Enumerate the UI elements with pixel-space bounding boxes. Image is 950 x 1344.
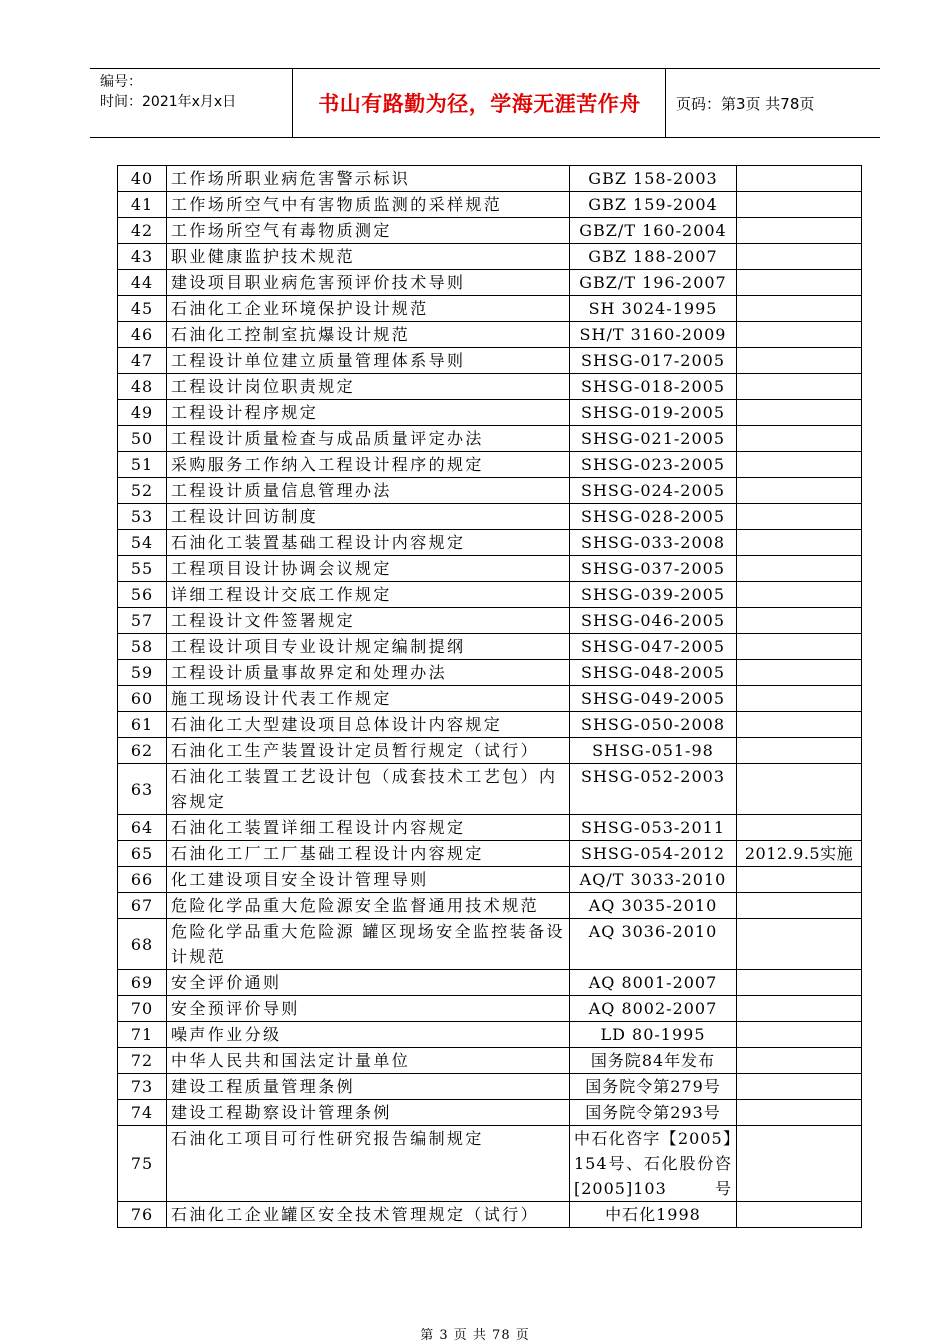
table-row xyxy=(118,1126,862,1202)
standard-name: 噪声作业分级 xyxy=(167,1022,570,1048)
table-row xyxy=(118,452,862,478)
standard-note xyxy=(737,348,862,374)
table-row xyxy=(118,556,862,582)
row-number: 43 xyxy=(118,244,167,270)
standard-code: SHSG-052-2003 xyxy=(570,764,737,815)
standard-note xyxy=(737,400,862,426)
row-number: 56 xyxy=(118,582,167,608)
standard-note xyxy=(737,815,862,841)
table-row xyxy=(118,764,862,815)
standard-note xyxy=(737,478,862,504)
table-row xyxy=(118,686,862,712)
standard-code: SHSG-021-2005 xyxy=(570,426,737,452)
standard-name: 化工建设项目安全设计管理导则 xyxy=(167,867,570,893)
standard-name: 工程设计质量信息管理办法 xyxy=(167,478,570,504)
row-number: 62 xyxy=(118,738,167,764)
table-row xyxy=(118,738,862,764)
standard-note: 2012.9.5实施 xyxy=(737,841,862,867)
table-row xyxy=(118,322,862,348)
standard-code: SHSG-017-2005 xyxy=(570,348,737,374)
row-number: 67 xyxy=(118,893,167,919)
standard-code: SHSG-053-2011 xyxy=(570,815,737,841)
page-header xyxy=(90,68,880,138)
table-row xyxy=(118,478,862,504)
standard-note xyxy=(737,452,862,478)
standard-note xyxy=(737,634,862,660)
standard-code: GBZ/T 196-2007 xyxy=(570,270,737,296)
standard-name: 危险化学品重大危险源 罐区现场安全监控装备设计规范 xyxy=(167,919,570,970)
header-page-info: 页码：第3页 共78页 xyxy=(676,94,815,113)
row-number: 72 xyxy=(118,1048,167,1074)
row-number: 51 xyxy=(118,452,167,478)
standard-code: SHSG-039-2005 xyxy=(570,582,737,608)
header-motto: 书山有路勤为径，学海无涯苦作舟 xyxy=(294,69,666,137)
table-row xyxy=(118,218,862,244)
standard-name: 工程设计程序规定 xyxy=(167,400,570,426)
standard-note xyxy=(737,296,862,322)
standard-code: SHSG-023-2005 xyxy=(570,452,737,478)
row-number: 45 xyxy=(118,296,167,322)
table-row xyxy=(118,608,862,634)
standards-table xyxy=(117,165,862,1228)
standard-name: 中华人民共和国法定计量单位 xyxy=(167,1048,570,1074)
standard-name: 工程项目设计协调会议规定 xyxy=(167,556,570,582)
standard-name: 采购服务工作纳入工程设计程序的规定 xyxy=(167,452,570,478)
standard-name: 工作场所空气有毒物质测定 xyxy=(167,218,570,244)
standard-code: SHSG-049-2005 xyxy=(570,686,737,712)
standard-code: GBZ 188-2007 xyxy=(570,244,737,270)
standard-name: 工程设计质量事故界定和处理办法 xyxy=(167,660,570,686)
standard-note xyxy=(737,919,862,970)
standard-note xyxy=(737,738,862,764)
table-row xyxy=(118,348,862,374)
standard-note xyxy=(737,1100,862,1126)
table-row xyxy=(118,1048,862,1074)
standard-code: SHSG-018-2005 xyxy=(570,374,737,400)
standard-code: SH 3024-1995 xyxy=(570,296,737,322)
table-row xyxy=(118,374,862,400)
table-row xyxy=(118,1022,862,1048)
row-number: 75 xyxy=(118,1126,167,1202)
table-row xyxy=(118,400,862,426)
standard-name: 工程设计文件签署规定 xyxy=(167,608,570,634)
standard-code: SHSG-028-2005 xyxy=(570,504,737,530)
standard-code: SHSG-047-2005 xyxy=(570,634,737,660)
standard-code: GBZ 159-2004 xyxy=(570,192,737,218)
standard-note xyxy=(737,192,862,218)
standard-name: 安全评价通则 xyxy=(167,970,570,996)
standard-name: 石油化工装置基础工程设计内容规定 xyxy=(167,530,570,556)
table-row xyxy=(118,1074,862,1100)
standard-code: GBZ 158-2003 xyxy=(570,166,737,192)
row-number: 44 xyxy=(118,270,167,296)
standard-name: 建设项目职业病危害预评价技术导则 xyxy=(167,270,570,296)
row-number: 73 xyxy=(118,1074,167,1100)
standard-code: 国务院令第279号 xyxy=(570,1074,737,1100)
standard-code: AQ 8001-2007 xyxy=(570,970,737,996)
row-number: 66 xyxy=(118,867,167,893)
standard-note xyxy=(737,270,862,296)
standard-code: 中石化咨字【2005】154号、石化股份咨[2005]103号 xyxy=(570,1126,737,1202)
row-number: 61 xyxy=(118,712,167,738)
standard-name: 石油化工装置工艺设计包（成套技术工艺包）内容规定 xyxy=(167,764,570,815)
row-number: 50 xyxy=(118,426,167,452)
standard-note xyxy=(737,764,862,815)
standard-name: 石油化工装置详细工程设计内容规定 xyxy=(167,815,570,841)
standard-note xyxy=(737,556,862,582)
standard-note xyxy=(737,1048,862,1074)
standard-name: 石油化工项目可行性研究报告编制规定 xyxy=(167,1126,570,1202)
standard-code: SHSG-033-2008 xyxy=(570,530,737,556)
standard-note xyxy=(737,218,862,244)
standard-name: 工作场所职业病危害警示标识 xyxy=(167,166,570,192)
standard-code: SHSG-024-2005 xyxy=(570,478,737,504)
standard-code: LD 80-1995 xyxy=(570,1022,737,1048)
standard-name: 施工现场设计代表工作规定 xyxy=(167,686,570,712)
row-number: 60 xyxy=(118,686,167,712)
standard-note xyxy=(737,504,862,530)
table-row xyxy=(118,582,862,608)
standard-code: 国务院84年发布 xyxy=(570,1048,737,1074)
standard-name: 工作场所空气中有害物质监测的采样规范 xyxy=(167,192,570,218)
standard-note xyxy=(737,970,862,996)
row-number: 53 xyxy=(118,504,167,530)
standard-code: SHSG-050-2008 xyxy=(570,712,737,738)
table-row xyxy=(118,270,862,296)
row-number: 58 xyxy=(118,634,167,660)
standard-note xyxy=(737,582,862,608)
row-number: 49 xyxy=(118,400,167,426)
standard-note xyxy=(737,1202,862,1228)
standard-code: SHSG-046-2005 xyxy=(570,608,737,634)
table-row xyxy=(118,867,862,893)
row-number: 64 xyxy=(118,815,167,841)
row-number: 65 xyxy=(118,841,167,867)
standard-name: 石油化工生产装置设计定员暂行规定（试行） xyxy=(167,738,570,764)
table-row xyxy=(118,192,862,218)
table-row xyxy=(118,426,862,452)
standard-code: SHSG-019-2005 xyxy=(570,400,737,426)
standard-name: 工程设计项目专业设计规定编制提纲 xyxy=(167,634,570,660)
standard-note xyxy=(737,1074,862,1100)
standard-note xyxy=(737,1126,862,1202)
standard-name: 工程设计岗位职责规定 xyxy=(167,374,570,400)
standard-name: 工程设计单位建立质量管理体系导则 xyxy=(167,348,570,374)
standard-note xyxy=(737,374,862,400)
table-row xyxy=(118,970,862,996)
table-row xyxy=(118,166,862,192)
standard-code: SHSG-048-2005 xyxy=(570,660,737,686)
document-time-label: 时间：2021年x月x日 xyxy=(100,94,237,110)
standard-code: 国务院令第293号 xyxy=(570,1100,737,1126)
row-number: 59 xyxy=(118,660,167,686)
row-number: 48 xyxy=(118,374,167,400)
table-row xyxy=(118,712,862,738)
standard-note xyxy=(737,426,862,452)
table-row xyxy=(118,530,862,556)
standard-name: 石油化工控制室抗爆设计规范 xyxy=(167,322,570,348)
standard-note xyxy=(737,893,862,919)
standard-code: SHSG-037-2005 xyxy=(570,556,737,582)
row-number: 70 xyxy=(118,996,167,1022)
standard-code: AQ 3036-2010 xyxy=(570,919,737,970)
standard-code: SHSG-054-2012 xyxy=(570,841,737,867)
standard-note xyxy=(737,530,862,556)
standard-name: 安全预评价导则 xyxy=(167,996,570,1022)
table-row xyxy=(118,660,862,686)
standard-note xyxy=(737,322,862,348)
standard-code: AQ/T 3033-2010 xyxy=(570,867,737,893)
standard-name: 石油化工企业罐区安全技术管理规定（试行） xyxy=(167,1202,570,1228)
row-number: 69 xyxy=(118,970,167,996)
standard-name: 建设工程勘察设计管理条例 xyxy=(167,1100,570,1126)
row-number: 71 xyxy=(118,1022,167,1048)
standard-name: 工程设计质量检查与成品质量评定办法 xyxy=(167,426,570,452)
row-number: 57 xyxy=(118,608,167,634)
row-number: 54 xyxy=(118,530,167,556)
table-row xyxy=(118,1100,862,1126)
table-row xyxy=(118,841,862,867)
standard-note xyxy=(737,608,862,634)
page-footer: 第 3 页 共 78 页 xyxy=(420,1328,530,1343)
standard-note xyxy=(737,660,862,686)
table-row xyxy=(118,244,862,270)
standard-code: AQ 3035-2010 xyxy=(570,893,737,919)
table-row xyxy=(118,815,862,841)
standard-code: SHSG-051-98 xyxy=(570,738,737,764)
standard-name: 详细工程设计交底工作规定 xyxy=(167,582,570,608)
standard-note xyxy=(737,996,862,1022)
standards-table-body xyxy=(118,166,862,1228)
standard-note xyxy=(737,244,862,270)
standard-note xyxy=(737,867,862,893)
standard-name: 建设工程质量管理条例 xyxy=(167,1074,570,1100)
header-meta xyxy=(90,69,293,137)
row-number: 55 xyxy=(118,556,167,582)
standard-code: SH/T 3160-2009 xyxy=(570,322,737,348)
table-row xyxy=(118,504,862,530)
standard-note xyxy=(737,166,862,192)
standard-name: 石油化工企业环境保护设计规范 xyxy=(167,296,570,322)
standard-code: GBZ/T 160-2004 xyxy=(570,218,737,244)
document-number-label: 编号： xyxy=(100,74,142,90)
standard-note xyxy=(737,712,862,738)
standard-note xyxy=(737,686,862,712)
table-row xyxy=(118,296,862,322)
row-number: 68 xyxy=(118,919,167,970)
table-row xyxy=(118,634,862,660)
row-number: 74 xyxy=(118,1100,167,1126)
row-number: 47 xyxy=(118,348,167,374)
standard-name: 石油化工厂工厂基础工程设计内容规定 xyxy=(167,841,570,867)
standard-name: 石油化工大型建设项目总体设计内容规定 xyxy=(167,712,570,738)
table-row xyxy=(118,919,862,970)
table-row xyxy=(118,996,862,1022)
row-number: 76 xyxy=(118,1202,167,1228)
row-number: 42 xyxy=(118,218,167,244)
row-number: 52 xyxy=(118,478,167,504)
standard-name: 危险化学品重大危险源安全监督通用技术规范 xyxy=(167,893,570,919)
standard-name: 工程设计回访制度 xyxy=(167,504,570,530)
row-number: 46 xyxy=(118,322,167,348)
standard-name: 职业健康监护技术规范 xyxy=(167,244,570,270)
row-number: 41 xyxy=(118,192,167,218)
standard-note xyxy=(737,1022,862,1048)
row-number: 40 xyxy=(118,166,167,192)
row-number: 63 xyxy=(118,764,167,815)
table-row xyxy=(118,1202,862,1228)
table-row xyxy=(118,893,862,919)
standard-code: 中石化1998 xyxy=(570,1202,737,1228)
standard-code: AQ 8002-2007 xyxy=(570,996,737,1022)
